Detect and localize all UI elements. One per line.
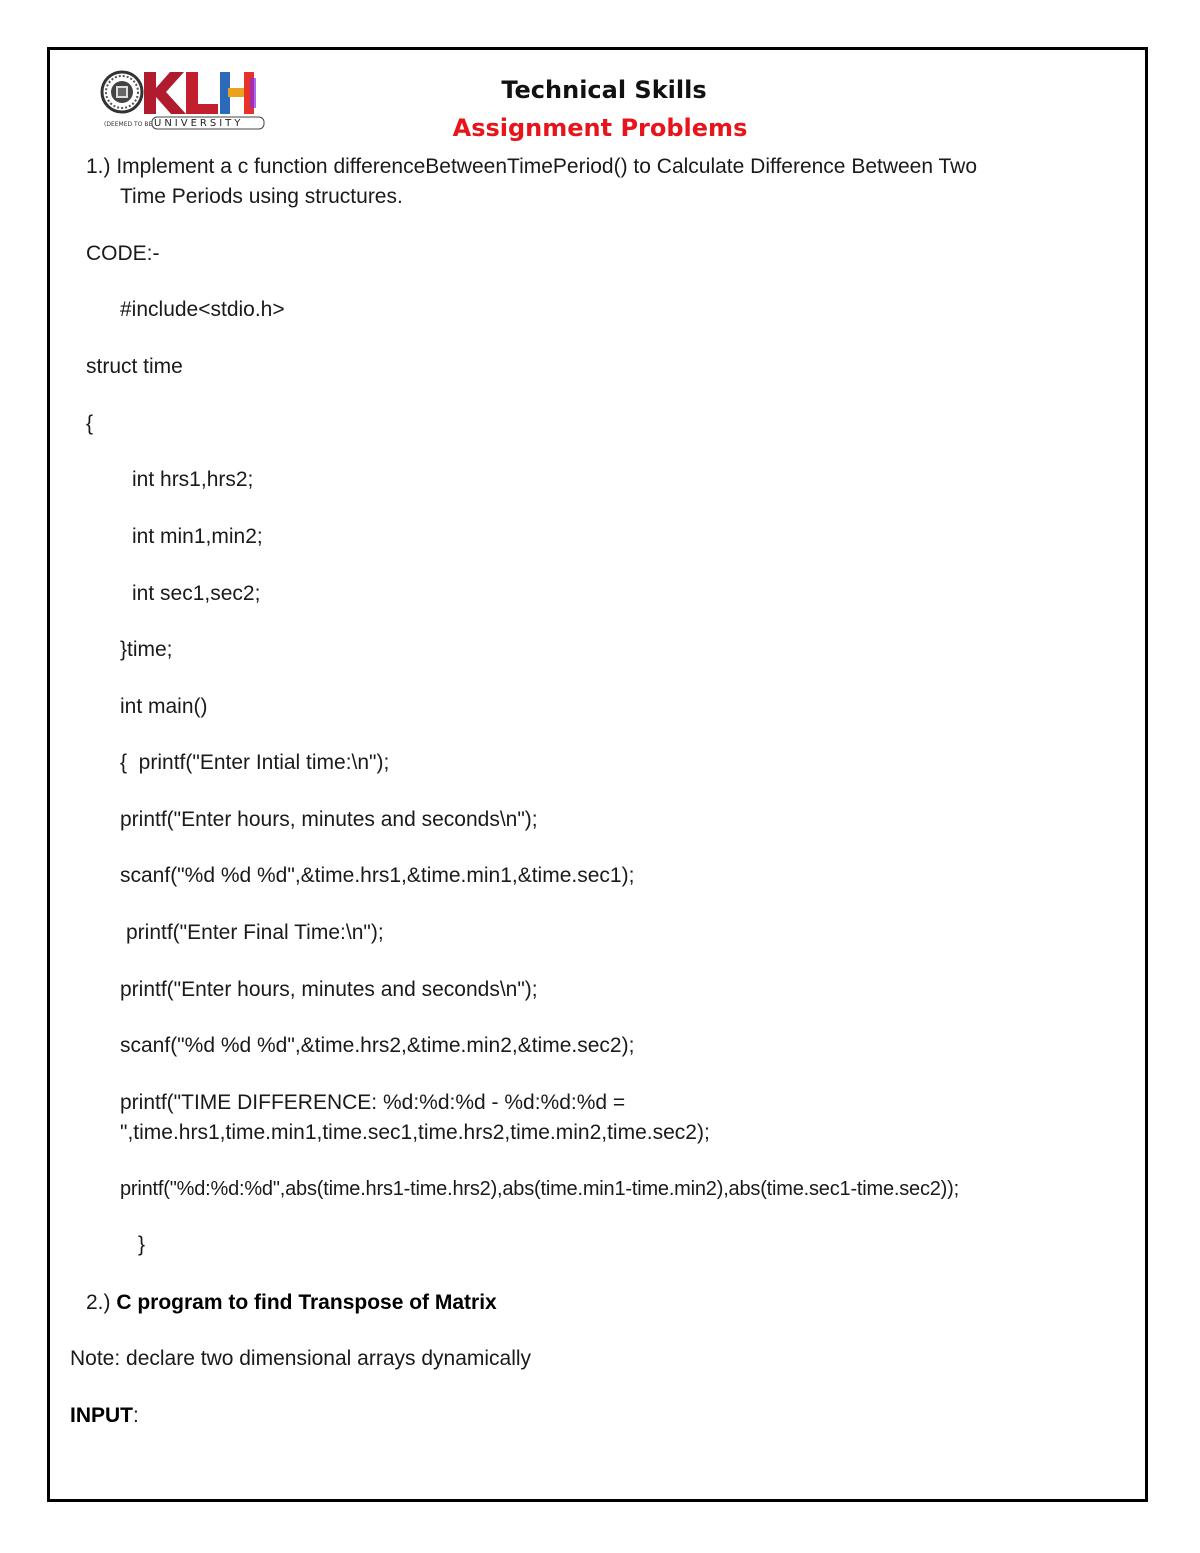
question-1-line-2: Time Periods using structures. xyxy=(120,185,403,208)
svg-text:(DEEMED TO BE: (DEEMED TO BE xyxy=(104,121,153,128)
input-label xyxy=(70,1401,139,1431)
code-line: scanf("%d %d %d",&time.hrs2,&time.min2,&time.sec2); xyxy=(120,1034,635,1057)
code-line: { xyxy=(86,412,94,435)
code-line: struct time xyxy=(86,355,183,378)
question-2 xyxy=(86,1288,497,1318)
question-1-line-1: 1.) Implement a c function differenceBetweenTimePeriod() to Calculate Difference Between Two xyxy=(86,155,978,178)
svg-text:UNIVERSITY: UNIVERSITY xyxy=(154,118,244,129)
code-line: int main() xyxy=(120,695,208,718)
code-line: int sec1,sec2; xyxy=(132,582,261,605)
code-line: printf("Enter Final Time:\n"); xyxy=(126,921,384,944)
question-2-number: 2.) xyxy=(86,1291,111,1314)
code-line: } xyxy=(138,1233,146,1256)
code-line: printf("Enter hours, minutes and seconds\n"); xyxy=(120,978,538,1001)
code-line: #include<stdio.h> xyxy=(120,298,285,321)
document-subtitle: Assignment Problems xyxy=(452,114,748,142)
input-label-colon: : xyxy=(133,1404,139,1427)
code-line: scanf("%d %d %d",&time.hrs1,&time.min1,&time.sec1); xyxy=(120,864,635,887)
code-line: printf("TIME DIFFERENCE: %d:%d:%d - %d:%d:%d = xyxy=(120,1091,626,1114)
input-label-text: INPUT xyxy=(70,1404,133,1427)
code-line: }time; xyxy=(120,638,173,661)
code-line: int hrs1,hrs2; xyxy=(132,468,254,491)
code-label: CODE:- xyxy=(86,242,160,265)
code-line: int min1,min2; xyxy=(132,525,263,548)
document-title: Technical Skills xyxy=(501,76,707,104)
code-line: ",time.hrs1,time.min1,time.sec1,time.hrs2,time.min2,time.sec2); xyxy=(120,1121,710,1144)
question-2-title: C program to find Transpose of Matrix xyxy=(116,1291,497,1314)
code-line: printf("Enter hours, minutes and seconds\n"); xyxy=(120,808,538,831)
note-text: Note: declare two dimensional arrays dynamically xyxy=(70,1347,532,1370)
code-line: printf("%d:%d:%d",abs(time.hrs1-time.hrs2),abs(time.min1-time.min2),abs(time.sec1-time.sec2)); xyxy=(120,1178,959,1200)
code-line: { printf("Enter Intial time:\n"); xyxy=(120,751,390,774)
